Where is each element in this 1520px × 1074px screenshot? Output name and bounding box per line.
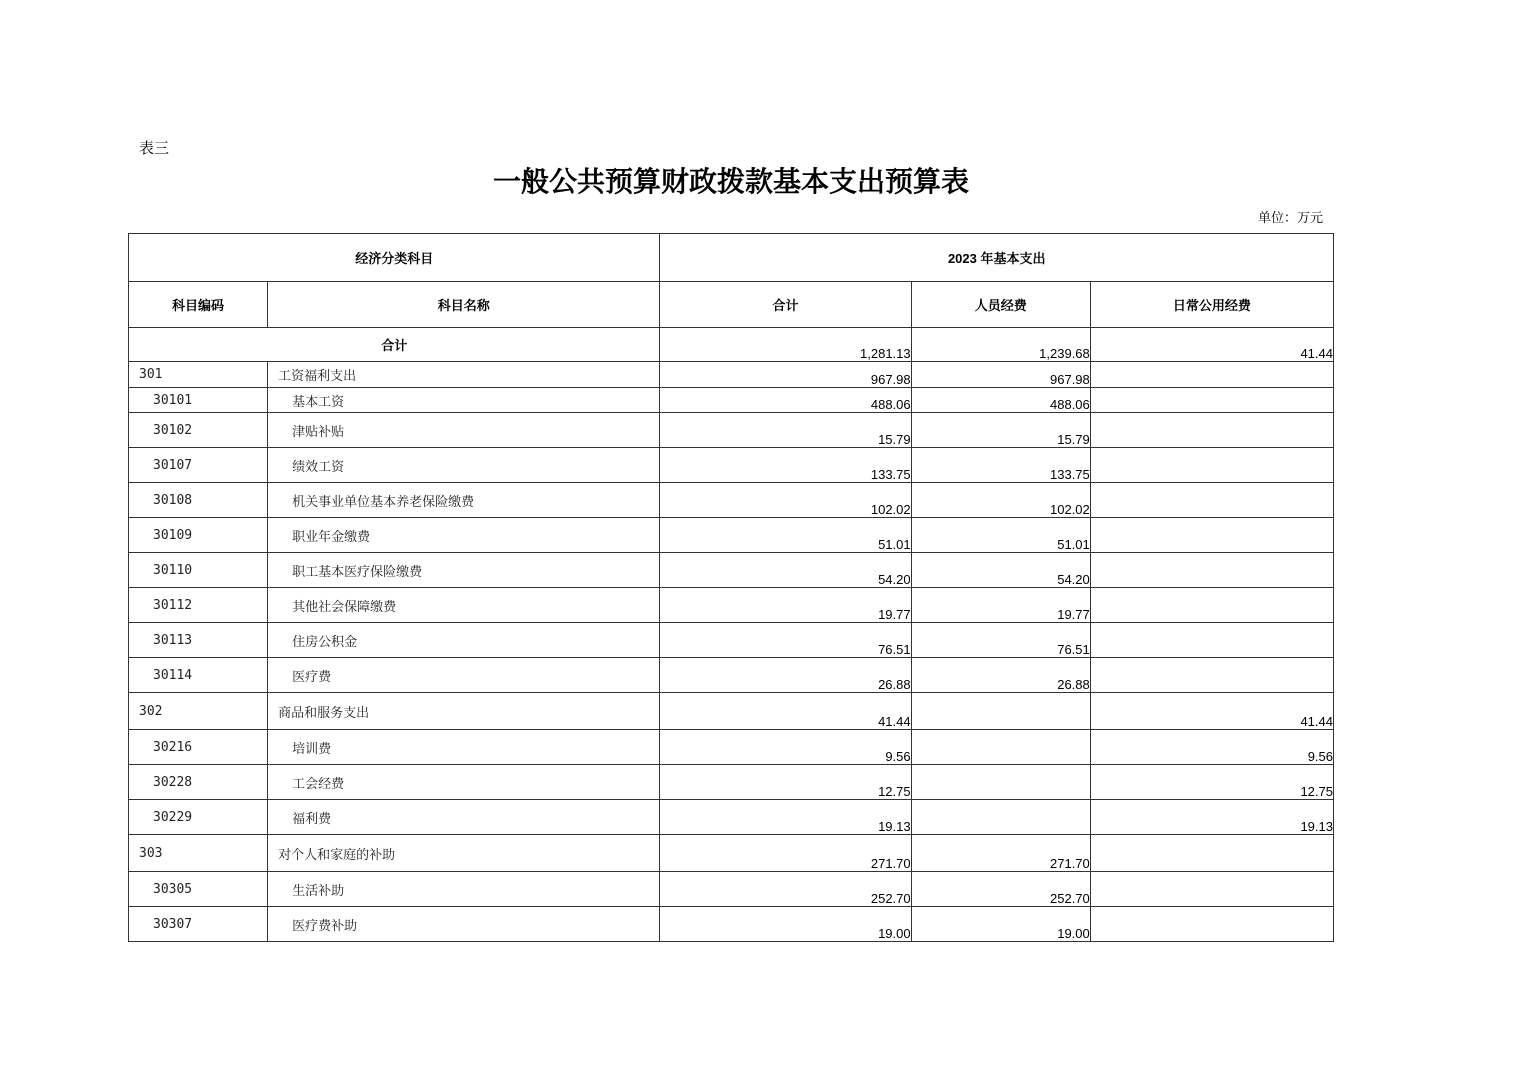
- row-code: 30109: [129, 518, 268, 553]
- row-personnel: 271.70: [911, 835, 1090, 872]
- table-row: [129, 483, 1334, 518]
- table-row: [129, 800, 1334, 835]
- row-code: 30114: [129, 658, 268, 693]
- total-amount: 1,281.13: [660, 328, 911, 362]
- row-total: 488.06: [660, 388, 911, 413]
- table-row: [129, 872, 1334, 907]
- table-row: [129, 730, 1334, 765]
- row-total: 19.77: [660, 588, 911, 623]
- row-name: 职业年金缴费: [268, 518, 660, 553]
- row-name: 其他社会保障缴费: [268, 588, 660, 623]
- row-public: [1090, 362, 1333, 388]
- row-total: 26.88: [660, 658, 911, 693]
- total-label: 合计: [129, 328, 660, 362]
- header-name: 科目名称: [268, 282, 660, 328]
- row-code: 30102: [129, 413, 268, 448]
- row-name: 职工基本医疗保险缴费: [268, 553, 660, 588]
- row-code: 30101: [129, 388, 268, 413]
- row-public: [1090, 588, 1333, 623]
- row-code: 30229: [129, 800, 268, 835]
- row-personnel: [911, 693, 1090, 730]
- budget-table: [128, 233, 1334, 942]
- row-personnel: [911, 730, 1090, 765]
- header-personnel: 人员经费: [911, 282, 1090, 328]
- header-basic-expenditure: 2023 年基本支出: [660, 234, 1334, 282]
- table-row: [129, 448, 1334, 483]
- row-personnel: 133.75: [911, 448, 1090, 483]
- header-public: 日常公用经费: [1090, 282, 1333, 328]
- row-total: 271.70: [660, 835, 911, 872]
- table-number: 表三: [139, 139, 170, 157]
- row-public: 12.75: [1090, 765, 1333, 800]
- row-total: 51.01: [660, 518, 911, 553]
- table-row: [129, 765, 1334, 800]
- row-public: [1090, 448, 1333, 483]
- row-code: 30305: [129, 872, 268, 907]
- row-code: 30307: [129, 907, 268, 942]
- table-row: [129, 623, 1334, 658]
- table-row: [129, 693, 1334, 730]
- table-row: [129, 413, 1334, 448]
- row-code: 302: [129, 693, 268, 730]
- row-name: 住房公积金: [268, 623, 660, 658]
- row-name: 福利费: [268, 800, 660, 835]
- row-total: 76.51: [660, 623, 911, 658]
- row-total: 19.13: [660, 800, 911, 835]
- table-row: [129, 658, 1334, 693]
- row-name: 津贴补贴: [268, 413, 660, 448]
- row-public: [1090, 872, 1333, 907]
- row-personnel: 26.88: [911, 658, 1090, 693]
- row-total: 12.75: [660, 765, 911, 800]
- row-personnel: 51.01: [911, 518, 1090, 553]
- row-total: 19.00: [660, 907, 911, 942]
- row-personnel: 967.98: [911, 362, 1090, 388]
- total-row: [129, 328, 1334, 362]
- row-personnel: 19.77: [911, 588, 1090, 623]
- row-personnel: [911, 765, 1090, 800]
- row-personnel: 19.00: [911, 907, 1090, 942]
- row-public: [1090, 388, 1333, 413]
- row-code: 303: [129, 835, 268, 872]
- document-title: 一般公共预算财政拨款基本支出预算表: [492, 165, 969, 198]
- row-code: 30216: [129, 730, 268, 765]
- row-public: 41.44: [1090, 693, 1333, 730]
- row-name: 培训费: [268, 730, 660, 765]
- row-total: 967.98: [660, 362, 911, 388]
- row-personnel: 488.06: [911, 388, 1090, 413]
- row-personnel: 252.70: [911, 872, 1090, 907]
- table-row: [129, 835, 1334, 872]
- unit-label: 单位：万元: [1257, 211, 1323, 226]
- row-public: [1090, 518, 1333, 553]
- row-public: [1090, 413, 1333, 448]
- row-name: 工资福利支出: [268, 362, 660, 388]
- total-personnel: 1,239.68: [911, 328, 1090, 362]
- row-total: 102.02: [660, 483, 911, 518]
- row-personnel: 102.02: [911, 483, 1090, 518]
- row-public: 9.56: [1090, 730, 1333, 765]
- row-personnel: 54.20: [911, 553, 1090, 588]
- row-name: 基本工资: [268, 388, 660, 413]
- row-personnel: 15.79: [911, 413, 1090, 448]
- row-code: 30108: [129, 483, 268, 518]
- row-total: 15.79: [660, 413, 911, 448]
- row-name: 机关事业单位基本养老保险缴费: [268, 483, 660, 518]
- row-total: 54.20: [660, 553, 911, 588]
- row-code: 30107: [129, 448, 268, 483]
- header-economic-category: 经济分类科目: [129, 234, 660, 282]
- row-personnel: 76.51: [911, 623, 1090, 658]
- row-name: 医疗费: [268, 658, 660, 693]
- table-row: [129, 518, 1334, 553]
- row-public: [1090, 483, 1333, 518]
- table-row: [129, 553, 1334, 588]
- row-total: 41.44: [660, 693, 911, 730]
- row-name: 生活补助: [268, 872, 660, 907]
- row-public: 19.13: [1090, 800, 1333, 835]
- row-personnel: [911, 800, 1090, 835]
- table-row: [129, 588, 1334, 623]
- row-name: 商品和服务支出: [268, 693, 660, 730]
- row-total: 133.75: [660, 448, 911, 483]
- row-total: 9.56: [660, 730, 911, 765]
- row-code: 30113: [129, 623, 268, 658]
- table-row: [129, 362, 1334, 388]
- header-code: 科目编码: [129, 282, 268, 328]
- row-public: [1090, 553, 1333, 588]
- row-public: [1090, 835, 1333, 872]
- row-code: 301: [129, 362, 268, 388]
- total-public: 41.44: [1090, 328, 1333, 362]
- row-code: 30112: [129, 588, 268, 623]
- table-row: [129, 907, 1334, 942]
- row-name: 工会经费: [268, 765, 660, 800]
- row-code: 30228: [129, 765, 268, 800]
- row-total: 252.70: [660, 872, 911, 907]
- row-name: 医疗费补助: [268, 907, 660, 942]
- header-total: 合计: [660, 282, 911, 328]
- row-public: [1090, 907, 1333, 942]
- row-public: [1090, 623, 1333, 658]
- row-code: 30110: [129, 553, 268, 588]
- row-name: 对个人和家庭的补助: [268, 835, 660, 872]
- row-public: [1090, 658, 1333, 693]
- table-row: [129, 388, 1334, 413]
- row-name: 绩效工资: [268, 448, 660, 483]
